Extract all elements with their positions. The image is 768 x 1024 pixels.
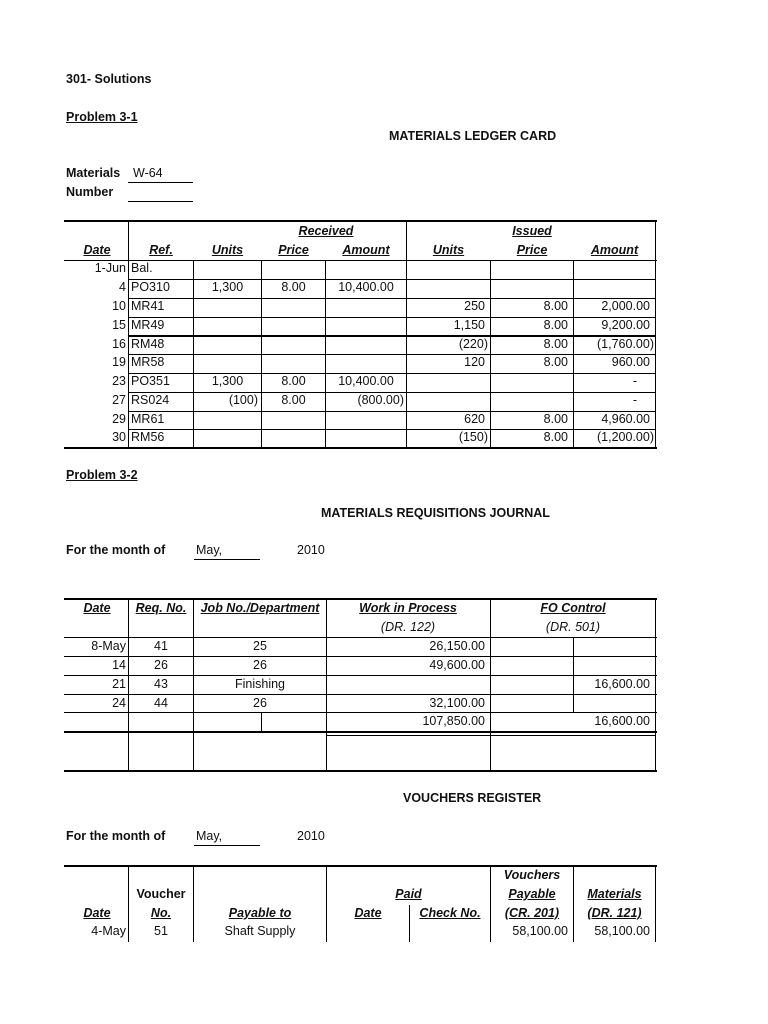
ledger-cell: 8.00 [543, 412, 568, 426]
ledger-cell: 1,300 [211, 374, 244, 388]
ledger-cell: 1-Jun [94, 261, 126, 275]
materials-underline [128, 182, 193, 183]
journal-cell: 26,150.00 [429, 639, 485, 653]
journal-col-line [490, 599, 491, 771]
ledger-cell: RS024 [131, 393, 170, 407]
vouchers-cell: 4-May [91, 924, 126, 938]
journal-cell: 24 [112, 696, 126, 710]
ledger-cell: 30 [112, 430, 126, 444]
journal-subheader-wip: (DR. 122) [380, 620, 436, 634]
journal-top-border [64, 598, 657, 600]
journal-cell: 26 [253, 696, 267, 710]
ledger-cell: (220) [458, 337, 488, 351]
ledger-cell: 120 [464, 355, 485, 369]
vouchers-header-payable: Payable [508, 887, 556, 901]
ledger-cell: RM48 [131, 337, 165, 351]
journal-cell: 25 [253, 639, 267, 653]
ledger-cell: 27 [112, 393, 126, 407]
ledger-cell: 8.00 [281, 374, 306, 388]
vouchers-top-border [64, 865, 657, 867]
journal-col-line [261, 712, 262, 731]
journal-row-line [64, 712, 657, 713]
ledger-header-date: Date [83, 243, 111, 257]
ledger-cell: 29 [112, 412, 126, 426]
ledger-cell: 1,300 [211, 280, 244, 294]
journal-title: MATERIALS REQUISITIONS JOURNAL [321, 506, 550, 520]
journal-cell: 32,100.00 [429, 696, 485, 710]
ledger-cell: RM56 [131, 430, 165, 444]
journal-cell: 26 [253, 658, 267, 672]
vouchers-cell: 51 [154, 924, 168, 938]
ledger-cell: PO310 [131, 280, 170, 294]
ledger-cell: Bal. [131, 261, 153, 275]
ledger-cell: 250 [464, 299, 485, 313]
ledger-cell: (1,760.00) [597, 337, 654, 351]
vouchers-year: 2010 [297, 829, 325, 843]
journal-col-line [326, 599, 327, 771]
ledger-cell: 8.00 [543, 299, 568, 313]
vouchers-header-voucher: Voucher [136, 887, 186, 901]
number-label: Number [66, 185, 114, 199]
ledger-cell: 620 [464, 412, 485, 426]
ledger-cell: 16 [112, 337, 126, 351]
ledger-cell: (150) [458, 430, 488, 444]
ledger-cell: (100) [228, 393, 258, 407]
issued-group-header: Issued [512, 224, 552, 238]
journal-subheader-fo: (DR. 501) [545, 620, 601, 634]
ledger-cell: MR41 [131, 299, 165, 313]
journal-cell: 43 [154, 677, 168, 691]
vouchers-header-cr201: (CR. 201) [504, 906, 560, 920]
journal-header-date: Date [83, 601, 111, 615]
ledger-header-received-price: Price [278, 243, 309, 257]
journal-cell: 8-May [91, 639, 126, 653]
ledger-cell: MR49 [131, 318, 165, 332]
ledger-cell: 9,200.00 [601, 318, 650, 332]
ledger-cell: 10,400.00 [338, 280, 394, 294]
vouchers-header-materials: Materials [587, 887, 642, 901]
journal-header-fo-control: FO Control [540, 601, 606, 615]
vouchers-title: VOUCHERS REGISTER [403, 791, 542, 805]
ledger-cell: 10 [112, 299, 126, 313]
journal-row-line [64, 656, 657, 657]
ledger-cell: 1,150 [453, 318, 485, 332]
ledger-cell: (800.00) [357, 393, 404, 407]
vouchers-col-line [655, 866, 656, 942]
vouchers-cell: 58,100.00 [594, 924, 650, 938]
ledger-cell: 10,400.00 [338, 374, 394, 388]
vouchers-cell: 58,100.00 [512, 924, 568, 938]
ledger-cell: 8.00 [281, 393, 306, 407]
journal-total-wip: 107,850.00 [422, 714, 485, 728]
journal-year: 2010 [297, 543, 325, 557]
ledger-header-received-units: Units [211, 243, 244, 257]
journal-header-wip: Work in Process [359, 601, 457, 615]
vouchers-cell: Shaft Supply [224, 924, 296, 938]
ledger-top-border [64, 220, 657, 222]
journal-double-line [326, 735, 656, 736]
problem-3-1-heading: Problem 3-1 [66, 110, 138, 124]
ledger-cell: 8.00 [543, 430, 568, 444]
journal-cell: 21 [112, 677, 126, 691]
vouchers-header-no: No. [150, 906, 172, 920]
ledger-header-issued-price: Price [516, 243, 548, 257]
journal-cell: 49,600.00 [429, 658, 485, 672]
journal-row-line [64, 675, 657, 676]
ledger-cell: 23 [112, 374, 126, 388]
ledger-cell: 8.00 [543, 355, 568, 369]
journal-cell: 44 [154, 696, 168, 710]
ledger-title: MATERIALS LEDGER CARD [389, 129, 557, 143]
journal-cell: 16,600.00 [594, 677, 650, 691]
vouchers-month-label: For the month of [66, 829, 166, 843]
journal-cell: Finishing [234, 677, 286, 691]
ledger-cell: MR58 [131, 355, 165, 369]
vouchers-header-vouchers: Vouchers [503, 868, 561, 882]
ledger-cell: 8.00 [543, 337, 568, 351]
ledger-header-issued-units: Units [432, 243, 465, 257]
ledger-cell: 8.00 [543, 318, 568, 332]
journal-cell: 41 [154, 639, 168, 653]
ledger-cell: 2,000.00 [601, 299, 650, 313]
journal-header-req-no: Req. No. [135, 601, 187, 615]
journal-bottom-border [64, 770, 657, 772]
vouchers-header-paid-date: Date [354, 906, 382, 920]
materials-value: W-64 [133, 166, 163, 180]
vouchers-header-check-no: Check No. [419, 906, 481, 920]
journal-header-job-no: Job No./Department [200, 601, 320, 615]
vouchers-month-value: May, [196, 829, 223, 843]
vouchers-header-payable-to: Payable to [228, 906, 292, 920]
ledger-header-ref: Ref. [149, 243, 173, 257]
number-underline [128, 201, 193, 202]
vouchers-col-line [326, 866, 327, 942]
vouchers-header-dr121: (DR. 121) [587, 906, 642, 920]
ledger-cell: - [632, 393, 637, 407]
journal-month-underline [194, 559, 260, 560]
vouchers-header-paid: Paid [395, 887, 422, 901]
vouchers-header-date: Date [83, 906, 111, 920]
journal-total-fo: 16,600.00 [594, 714, 650, 728]
ledger-header-issued-amount: Amount [590, 243, 639, 257]
ledger-cell: 4,960.00 [601, 412, 650, 426]
problem-3-2-heading: Problem 3-2 [66, 468, 138, 482]
journal-month-value: May, [196, 543, 223, 557]
journal-cell: 14 [112, 658, 126, 672]
ledger-cell: PO351 [131, 374, 170, 388]
ledger-cell: 960.00 [611, 355, 650, 369]
ledger-header-received-amount: Amount [342, 243, 390, 257]
ledger-cell: (1,200.00) [597, 430, 654, 444]
ledger-cell: 4 [119, 280, 126, 294]
journal-cell: 26 [154, 658, 168, 672]
journal-col-line [655, 599, 656, 771]
ledger-bottom-border [64, 447, 657, 449]
journal-row-line [64, 694, 657, 695]
ledger-cell: 8.00 [281, 280, 306, 294]
materials-label: Materials [66, 166, 121, 180]
vouchers-month-underline [194, 845, 260, 846]
journal-header-bottom [64, 637, 657, 638]
ledger-cell: 15 [112, 318, 126, 332]
ledger-header-bottom [64, 260, 657, 261]
page-title: 301- Solutions [66, 72, 152, 86]
ledger-cell: MR61 [131, 412, 165, 426]
received-group-header: Received [298, 224, 354, 238]
journal-totals-border [64, 731, 657, 733]
ledger-cell: - [632, 374, 637, 388]
journal-month-label: For the month of [66, 543, 166, 557]
ledger-cell: 19 [112, 355, 126, 369]
